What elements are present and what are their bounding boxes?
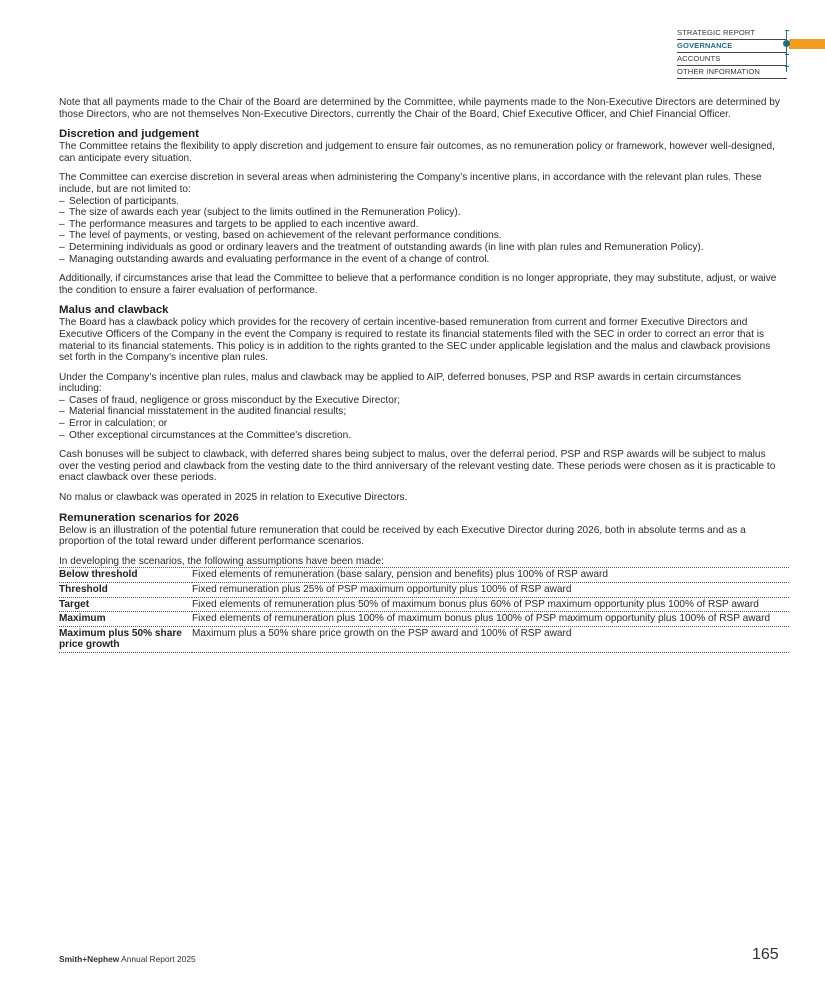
nav-item-other-information[interactable]: OTHER INFORMATION — [677, 66, 787, 79]
malus-paragraph-3: Cash bonuses will be subject to clawback, with deferred shares being subject to malus, over the deferral period. PSP and RSP awards will be subject to malus over the vesting period and clawback from the vesting date to the third anniversary of the relevant vesting date. These periods were chosen as it is practicable to enact clawback over these periods. — [59, 449, 776, 484]
discretion-paragraph-1: The Committee retains the flexibility to apply discretion and judgement to ensure fair outcomes, as no remuneration policy or framework, however well-designed, can anticipate every situation. — [59, 141, 775, 164]
nav-active-marker — [789, 39, 825, 49]
scenario-description: Fixed elements of remuneration (base salary, pension and benefits) plus 100% of RSP award — [192, 568, 789, 583]
table-row — [59, 597, 789, 612]
nav-tick — [785, 54, 789, 55]
table-row — [59, 568, 789, 583]
scenarios-table — [59, 567, 789, 653]
scenario-description: Maximum plus a 50% share price growth on the PSP award and 100% of RSP award — [192, 626, 789, 652]
scenarios-paragraph-2: In developing the scenarios, the following assumptions have been made: — [59, 555, 384, 567]
scenarios-heading: Remuneration scenarios for 2026 — [59, 511, 239, 524]
intro-paragraph: Note that all payments made to the Chair of the Board are determined by the Committee, while payments made to the Non-Executive Directors are determined by those Directors, who are not themselves Non-Executive Directors, currently the Chair of the Board, Chief Executive Officer, and Chief Financial Officer. — [59, 97, 780, 120]
table-row — [59, 583, 789, 598]
malus-heading: Malus and clawback — [59, 304, 169, 317]
list-item: – The performance measures and targets to be applied to each incentive award. — [59, 219, 783, 231]
malus-paragraph-2: Under the Company’s incentive plan rules, malus and clawback may be applied to AIP, deferred bonuses, PSP and RSP awards in certain circumstances including: — [59, 371, 742, 395]
list-item: – Material financial misstatement in the audited financial results; — [59, 406, 783, 418]
list-item: – The level of payments, or vesting, based on achievement of the relevant performance conditions. — [59, 230, 783, 242]
malus-paragraph-1: The Board has a clawback policy which provides for the recovery of certain incentive-based remuneration from current and former Executive Directors and Executive Officers of the Company in the event the Company is required to restate its financial statements filed with the SEC in order to correct an error that is material to its financial statements. This policy is in addition to the rights granted to the SEC under applicable legislation and the malus and clawback provisions set forth in the Company’s incentive plan rules. — [59, 317, 771, 364]
nav-item-strategic-report[interactable]: STRATEGIC REPORT — [677, 27, 787, 40]
scenario-description: Fixed remuneration plus 25% of PSP maximum opportunity plus 100% of RSP award — [192, 583, 789, 598]
list-item: – Cases of fraud, negligence or gross misconduct by the Executive Director; — [59, 395, 783, 407]
list-item: – Selection of participants. — [59, 196, 783, 208]
discretion-heading: Discretion and judgement — [59, 128, 199, 141]
table-row — [59, 612, 789, 627]
list-item: – The size of awards each year (subject to the limits outlined in the Remuneration Policy). — [59, 207, 783, 219]
scenario-label: Maximum plus 50% share price growth — [59, 626, 192, 652]
discretion-paragraph-2: The Committee can exercise discretion in several areas when administering the Company’s incentive plans, in accordance with the relevant plan rules. These include, but are not limited to: — [59, 172, 762, 195]
nav-item-governance[interactable]: GOVERNANCE — [677, 40, 787, 53]
scenario-label: Threshold — [59, 583, 192, 598]
scenarios-paragraph-1: Below is an illustration of the potential future remuneration that could be received by each Executive Director during 2026, both in absolute terms and as a proportion of the total reward under different performance scenarios. — [59, 524, 746, 548]
scenario-label: Target — [59, 597, 192, 612]
report-name: Annual Report 2025 — [121, 954, 196, 964]
nav-tick — [785, 66, 789, 67]
discretion-list — [59, 196, 783, 266]
malus-list — [59, 395, 783, 441]
scenario-label: Below threshold — [59, 568, 192, 583]
section-navigator — [677, 27, 787, 79]
scenario-description: Fixed elements of remuneration plus 100% of maximum bonus plus 100% of PSP maximum opportunity plus 100% of RSP award — [192, 612, 789, 627]
scenario-description: Fixed elements of remuneration plus 50% of maximum bonus plus 60% of PSP maximum opportunity plus 100% of RSP award — [192, 597, 789, 612]
scenario-label: Maximum — [59, 612, 192, 627]
malus-paragraph-4: No malus or clawback was operated in 2025 in relation to Executive Directors. — [59, 492, 408, 504]
footer-brand — [59, 954, 196, 964]
table-row — [59, 626, 789, 652]
discretion-paragraph-3: Additionally, if circumstances arise that lead the Committee to believe that a performance condition is no longer appropriate, they may substitute, adjust, or waive the condition to ensure a fairer evaluation of performance. — [59, 273, 777, 296]
page-content — [59, 97, 783, 653]
nav-active-dot — [783, 40, 790, 47]
list-item: – Managing outstanding awards and evaluating performance in the event of a change of control. — [59, 254, 783, 266]
list-item: – Other exceptional circumstances at the Committee’s discretion. — [59, 430, 783, 442]
nav-tick — [785, 30, 789, 31]
nav-item-accounts[interactable]: ACCOUNTS — [677, 53, 787, 66]
list-item: – Error in calculation; or — [59, 418, 783, 430]
list-item: – Determining individuals as good or ordinary leavers and the treatment of outstanding awards (in line with plan rules and Remuneration Policy). — [59, 242, 783, 254]
brand-name: Smith+Nephew — [59, 954, 120, 964]
page-number: 165 — [752, 946, 779, 963]
